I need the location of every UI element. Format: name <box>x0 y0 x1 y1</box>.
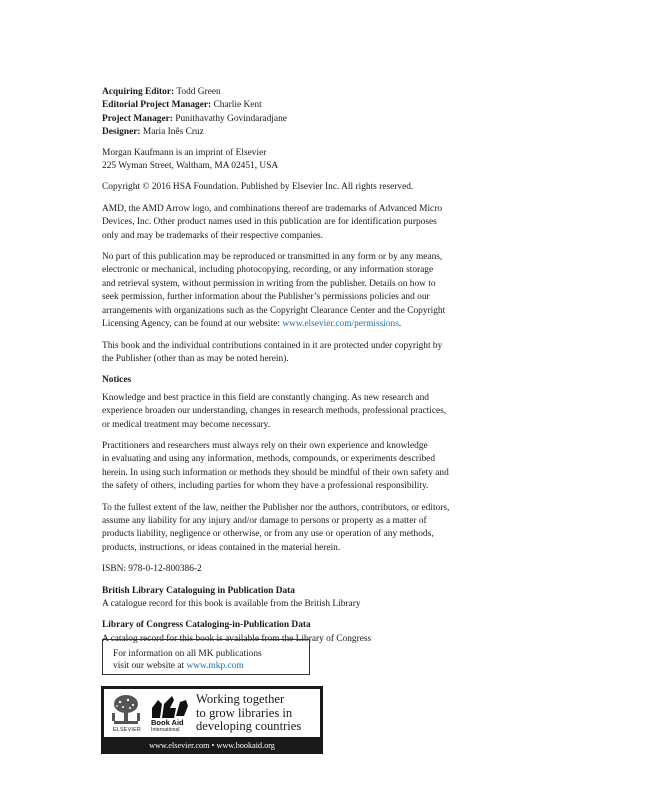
library-of-congress-heading: Library of Congress Cataloging-in-Publication Data <box>102 620 311 631</box>
permissions-paragraph: No part of this publication may be reproduced or transmitted in any form or by any means, electronic or mechanical, including photocopying, recording, or any information storage and retrieval system, without permission in writing from the publisher. Details on how to seek permission, further information about the Publisher’s permissions policies and our arrangements with organizations such as the Copyright Clearance Center and the Copyright Licensing Agency, can be found at our website: www.elsevier.com/permissions. <box>102 252 446 330</box>
notices-paragraph-2: Practitioners and researchers must always rely on their own experience and knowledge in evaluating and using any information, methods, compounds, or experiments described herein. In using such information or methods they should be mindful of their own safety and the safety of others, including parties for whom they have a professional responsibility. <box>102 440 449 492</box>
copyright-statement: Copyright © 2016 HSA Foundation. Published by Elsevier Inc. All rights reserved. <box>102 182 414 193</box>
british-library-text: A catalogue record for this book is available from the British Library <box>102 599 361 609</box>
publisher-address: 225 Wyman Street, Waltham, MA 02451, USA <box>102 161 279 172</box>
elsevier-label: ELSEVIER <box>113 727 141 733</box>
trademark-paragraph: AMD, the AMD Arrow logo, and combinations thereof are trademarks of Advanced Micro Devices, Inc. Other product names used in this publication are for identification purposes only and may be trademarks of their respective companies. <box>102 203 443 241</box>
contributions-paragraph: This book and the individual contributions contained in it are protected under copyright by the Publisher (other than as may be noted herein). <box>102 340 443 364</box>
permissions-link[interactable]: www.elsevier.com/permissions <box>282 319 399 330</box>
publisher-block <box>102 147 512 174</box>
book-aid-international: International <box>151 727 180 733</box>
mk-info-box: For information on all MK publications visit our website at www.mkp.com <box>102 639 310 675</box>
book-aid-hands-icon <box>150 694 190 720</box>
book-aid-banner <box>101 686 323 754</box>
notices-heading: Notices <box>102 375 132 386</box>
credit-acquiring-editor: Acquiring Editor: Todd Green <box>102 87 221 97</box>
isbn: ISBN: 978-0-12-800386-2 <box>102 564 202 575</box>
copyright-page <box>102 86 512 646</box>
publisher-imprint: Morgan Kaufmann is an imprint of Elsevier <box>102 147 267 158</box>
british-library-block <box>102 585 512 612</box>
british-library-heading: British Library Cataloguing in Publication Data <box>102 585 295 596</box>
credits-block <box>102 86 512 140</box>
credit-project-manager: Project Manager: Punithavathy Govindaradjane <box>102 113 287 124</box>
credit-editorial-project-manager: Editorial Project Manager: Charlie Kent <box>102 100 262 111</box>
banner-slogan: Working together to grow libraries in developing countries <box>196 692 302 734</box>
book-aid-name: Book Aid <box>151 718 184 727</box>
credit-designer: Designer: Maria Inês Cruz <box>102 127 204 138</box>
banner-urls: www.elsevier.com • www.bookaid.org <box>149 741 275 750</box>
notices-paragraph-3: To the fullest extent of the law, neither the Publisher nor the authors, contributors, or editors, assume any liability for any injury and/or damage to persons or property as a matter of products liability, negligence or otherwise, or from any use or operation of any methods, products, instructions, or ideas contained in the material herein. <box>102 502 450 553</box>
notices-paragraph-1: Knowledge and best practice in this field are constantly changing. As new research and experience broaden our understanding, changes in research methods, professional practices, or medical treatment may become necessary. <box>102 392 447 430</box>
mkp-link[interactable]: www.mkp.com <box>186 661 244 672</box>
library-of-congress-text: A catalog record for this book is available from the Library of Congress <box>102 633 372 644</box>
